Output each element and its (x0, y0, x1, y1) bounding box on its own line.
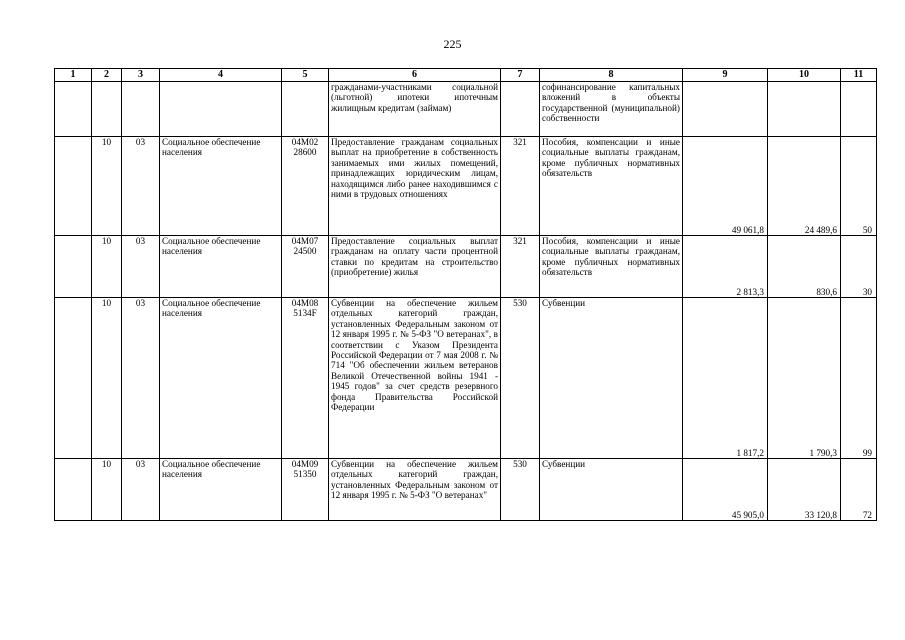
column-header: 7 (501, 69, 540, 82)
cell-expense-type: 530 (501, 298, 540, 459)
cell-description: Предоставление гражданам социальных выплат на приобретение в собственность занимаемых ими жилых помещений, принадлежащих юридическим лицам, находящимся либо ранее находившимся с ними в трудовых отношениях (329, 137, 501, 236)
table-row (55, 82, 877, 137)
cell-plan: 49 061,8 (683, 137, 768, 236)
cell-percent: 72 (841, 459, 877, 521)
cell-section: 10 (92, 137, 122, 236)
cell-target-code: 04М02 28600 (282, 137, 329, 236)
table-row (55, 236, 877, 298)
cell-expense-type: 530 (501, 459, 540, 521)
cell-expense-type: 321 (501, 236, 540, 298)
cell-description: гражданами-участниками социальной (льготной) ипотеки ипотечным жилищным кредитам (займам) (329, 82, 501, 137)
cell-expense-type: 321 (501, 137, 540, 236)
cell-section-name: Социальное обеспечение населения (160, 298, 282, 459)
cell-col1 (55, 236, 92, 298)
cell-expense-name: Пособия, компенсации и иные социальные выплаты гражданам, кроме публичных нормативных обязательств (540, 137, 683, 236)
cell-plan: 1 817,2 (683, 298, 768, 459)
cell-section-name: Социальное обеспечение населения (160, 137, 282, 236)
table-row (55, 459, 877, 521)
cell-actual (768, 82, 841, 137)
cell-expense-name: софинансирование капитальных вложений в объекты государственной (муниципальной) собственности (540, 82, 683, 137)
cell-subsection: 03 (122, 459, 160, 521)
column-header: 2 (92, 69, 122, 82)
budget-table (54, 68, 877, 521)
cell-plan: 2 813,3 (683, 236, 768, 298)
column-header: 8 (540, 69, 683, 82)
cell-actual: 830,6 (768, 236, 841, 298)
cell-expense-name: Субвенции (540, 459, 683, 521)
page-number: 225 (443, 37, 462, 51)
cell-target-code: 04М07 24500 (282, 236, 329, 298)
cell-description: Предоставление социальных выплат гражданам на оплату части процентной ставки по кредитам на строительство (приобретение) жилья (329, 236, 501, 298)
cell-section: 10 (92, 236, 122, 298)
table-row (55, 137, 877, 236)
cell-subsection: 03 (122, 236, 160, 298)
column-header: 4 (160, 69, 282, 82)
cell-col1 (55, 459, 92, 521)
header-row (55, 69, 877, 82)
cell-target-code: 04М09 51350 (282, 459, 329, 521)
cell-plan (683, 82, 768, 137)
column-header: 11 (841, 69, 877, 82)
cell-percent: 99 (841, 298, 877, 459)
cell-expense-name: Субвенции (540, 298, 683, 459)
cell-plan: 45 905,0 (683, 459, 768, 521)
cell-expense-type (501, 82, 540, 137)
cell-actual: 24 489,6 (768, 137, 841, 236)
cell-section-name: Социальное обеспечение населения (160, 459, 282, 521)
cell-subsection (122, 82, 160, 137)
column-header: 6 (329, 69, 501, 82)
cell-subsection: 03 (122, 137, 160, 236)
cell-target-code (282, 82, 329, 137)
cell-section-name: Социальное обеспечение населения (160, 236, 282, 298)
cell-actual: 33 120,8 (768, 459, 841, 521)
cell-section: 10 (92, 298, 122, 459)
table-row (55, 298, 877, 459)
column-header: 10 (768, 69, 841, 82)
cell-section: 10 (92, 459, 122, 521)
column-header: 5 (282, 69, 329, 82)
cell-subsection: 03 (122, 298, 160, 459)
cell-percent (841, 82, 877, 137)
cell-percent: 30 (841, 236, 877, 298)
cell-col1 (55, 82, 92, 137)
cell-section (92, 82, 122, 137)
cell-description: Субвенции на обеспечение жильем отдельных категорий граждан, установленных Федеральным законом от 12 января 1995 г. № 5-ФЗ "О ветеранах" (329, 459, 501, 521)
column-header: 3 (122, 69, 160, 82)
column-header: 1 (55, 69, 92, 82)
column-header: 9 (683, 69, 768, 82)
cell-col1 (55, 137, 92, 236)
cell-col1 (55, 298, 92, 459)
cell-section-name (160, 82, 282, 137)
cell-description: Субвенции на обеспечение жильем отдельных категорий граждан, установленных Федеральным законом от 12 января 1995 г. № 5-ФЗ "О ветеранах", в соответствии с Указом Президента Российской Федерации от 7 мая 2008 г. № 714 "Об обеспечении жильем ветеранов Великой Отечественной войны 1941 - 1945 годов" за счет средств резервного фонда Правительства Российской Федерации (329, 298, 501, 459)
cell-actual: 1 790,3 (768, 298, 841, 459)
cell-percent: 50 (841, 137, 877, 236)
cell-expense-name: Пособия, компенсации и иные социальные выплаты гражданам, кроме публичных нормативных обязательств (540, 236, 683, 298)
cell-target-code: 04М08 5134F (282, 298, 329, 459)
